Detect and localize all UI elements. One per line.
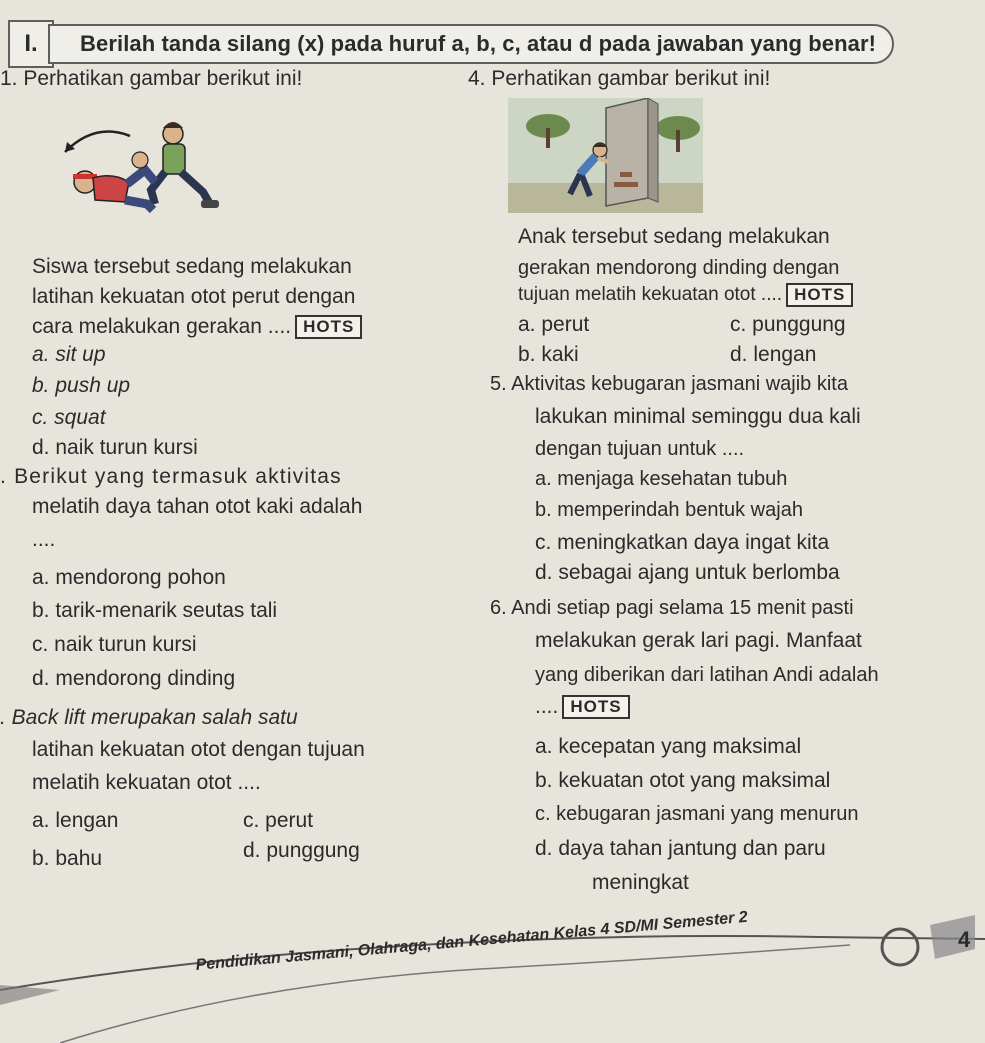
q3-option-a[interactable]: a. lengan bbox=[32, 809, 119, 832]
q6-stem-line3: yang diberikan dari latihan Andi adalah bbox=[535, 664, 879, 686]
q4-option-b[interactable]: b. kaki bbox=[518, 343, 579, 366]
q3-stem-line2: latihan kekuatan otot dengan tujuan bbox=[32, 738, 365, 761]
q1-option-b[interactable]: b. push up bbox=[32, 374, 131, 397]
q6-stem-line4: .... HOTS bbox=[535, 694, 630, 720]
q5-option-a[interactable]: a. menjaga kesehatan tubuh bbox=[535, 468, 788, 490]
q1-stem-line3: cara melakukan gerakan .... HOTS bbox=[32, 314, 362, 340]
q6-option-a[interactable]: a. kecepatan yang maksimal bbox=[535, 735, 802, 758]
q2-stem-line2: melatih daya tahan otot kaki adalah bbox=[32, 495, 363, 518]
q2-stem-line3: .... bbox=[32, 528, 56, 551]
hots-badge: HOTS bbox=[562, 695, 629, 719]
q5-option-b[interactable]: b. memperindah bentuk wajah bbox=[535, 499, 803, 521]
q4-title: 4. Perhatikan gambar berikut ini! bbox=[468, 67, 771, 90]
section-number: I. bbox=[8, 20, 54, 68]
q2-option-b[interactable]: b. tarik-menarik seutas tali bbox=[32, 599, 278, 622]
q2-option-c[interactable]: c. naik turun kursi bbox=[32, 633, 197, 656]
q1-stem-line2: latihan kekuatan otot perut dengan bbox=[32, 285, 356, 308]
q6-option-c[interactable]: c. kebugaran jasmani yang menurun bbox=[535, 803, 859, 825]
q2-stem-line1: . Berikut yang termasuk aktivitas bbox=[0, 465, 342, 488]
section-header bbox=[0, 20, 985, 72]
q5-stem-line2: lakukan minimal seminggu dua kali bbox=[535, 405, 861, 428]
q2-option-d[interactable]: d. mendorong dinding bbox=[32, 667, 236, 690]
page-footer bbox=[0, 908, 985, 1043]
wall-push-illustration bbox=[508, 98, 703, 213]
q1-title: 1. Perhatikan gambar berikut ini! bbox=[0, 67, 303, 90]
instruction-banner bbox=[48, 24, 894, 64]
q6-option-d-continued: meningkat bbox=[592, 871, 689, 894]
q3-option-d[interactable]: d. punggung bbox=[243, 839, 360, 862]
hots-badge: HOTS bbox=[786, 283, 853, 307]
q4-option-d[interactable]: d. lengan bbox=[730, 343, 817, 366]
q6-option-d[interactable]: d. daya tahan jantung dan paru bbox=[535, 837, 826, 860]
q4-stem-line2: gerakan mendorong dinding dengan bbox=[518, 257, 840, 279]
q1-option-d[interactable]: d. naik turun kursi bbox=[32, 436, 198, 459]
q4-stem-line1: Anak tersebut sedang melakukan bbox=[518, 225, 830, 248]
q5-option-c[interactable]: c. meningkatkan daya ingat kita bbox=[535, 531, 830, 554]
q5-stem-line3: dengan tujuan untuk .... bbox=[535, 438, 745, 460]
q4-option-c[interactable]: c. punggung bbox=[730, 313, 846, 336]
q2-option-a[interactable]: a. mendorong pohon bbox=[32, 566, 226, 589]
q1-option-a[interactable]: a. sit up bbox=[32, 343, 106, 366]
q5-stem-line1: 5. Aktivitas kebugaran jasmani wajib kita bbox=[490, 373, 848, 395]
q6-stem-line2: melakukan gerak lari pagi. Manfaat bbox=[535, 629, 862, 652]
q4-option-a[interactable]: a. perut bbox=[518, 313, 590, 336]
q3-stem-line1: . Back lift merupakan salah satu bbox=[0, 706, 298, 729]
q5-option-d[interactable]: d. sebagai ajang untuk berlomba bbox=[535, 561, 840, 584]
q3-stem-line3: melatih kekuatan otot .... bbox=[32, 771, 261, 794]
hots-badge: HOTS bbox=[295, 315, 362, 339]
situp-illustration bbox=[55, 112, 230, 222]
q4-stem-line3: tujuan melatih kekuatan otot .... HOTS bbox=[518, 282, 853, 308]
q3-option-c[interactable]: c. perut bbox=[243, 809, 314, 832]
page-number: 4 bbox=[958, 927, 971, 952]
q6-option-b[interactable]: b. kekuatan otot yang maksimal bbox=[535, 769, 831, 792]
q3-option-b[interactable]: b. bahu bbox=[32, 847, 103, 870]
q6-stem-line1: 6. Andi setiap pagi selama 15 menit pasti bbox=[490, 597, 854, 619]
q1-stem-line1: Siswa tersebut sedang melakukan bbox=[32, 255, 352, 278]
book-title: Pendidikan Jasmani, Olahraga, dan Kesehatan Kelas 4 SD/MI Semester 2 bbox=[195, 908, 749, 974]
instruction-text: Berilah tanda silang (x) pada huruf a, b, c, atau d pada jawaban yang benar! bbox=[80, 31, 877, 56]
q1-option-c[interactable]: c. squat bbox=[32, 406, 106, 429]
